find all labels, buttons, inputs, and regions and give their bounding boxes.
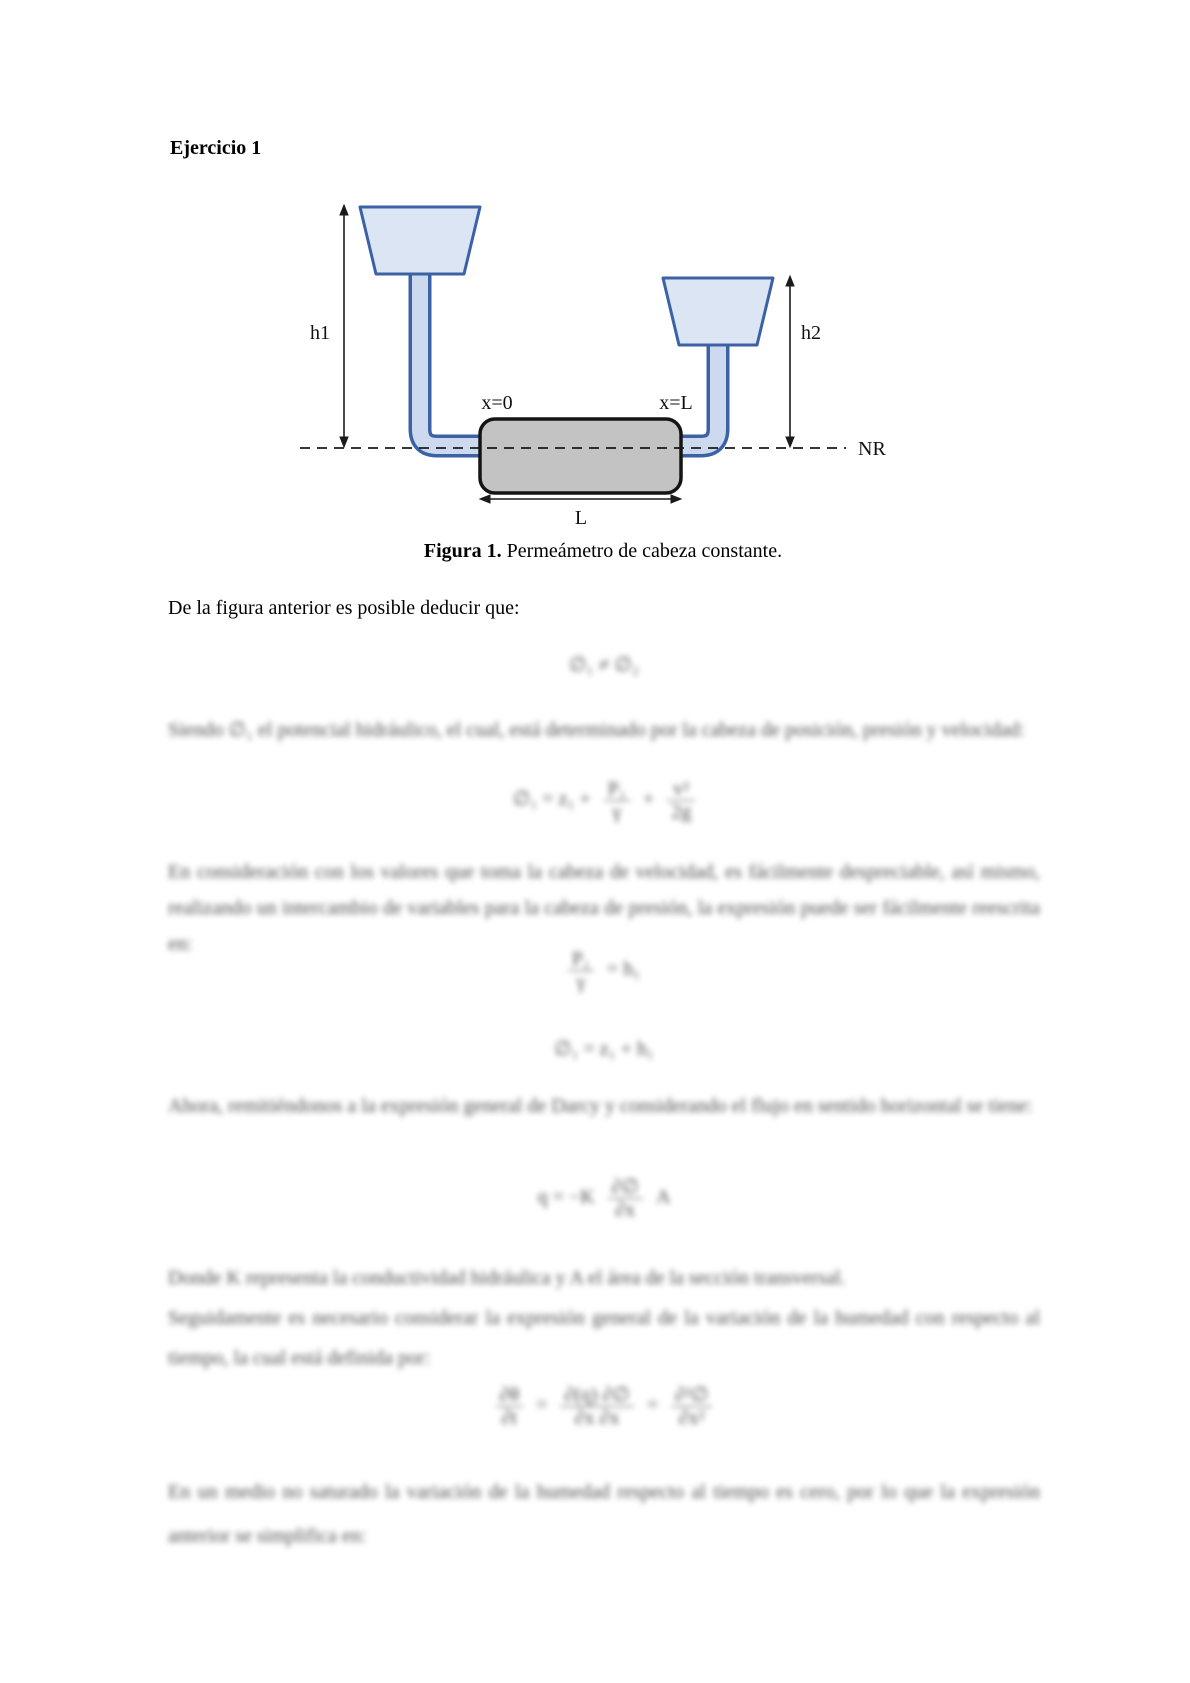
paragraph-conductivity [168,1258,1040,1378]
equation-pressure-head-rhs: = h₁ [606,958,641,981]
permeameter-figure [290,195,890,530]
label-xL: x=L [659,392,693,414]
figure-caption [168,540,1038,563]
equation-potentials: ∅₁ ≠ ∅₂ [569,654,639,676]
equation-bernoulli-lhs: ∅₁ = z₁ + [512,788,591,811]
h1-dimension-arrow [340,205,348,447]
tube-left [420,270,486,446]
equation-darcy-lhs: q = −K [537,1186,595,1209]
reservoir-right [663,278,773,345]
equation-continuity [168,1384,1040,1430]
equation-bernoulli [168,778,1040,824]
label-h1: h1 [310,322,330,344]
page-title: Ejercicio 1 [170,137,262,159]
figure-caption-text: Permeámetro de cabeza constante. [501,540,783,562]
soil-sample [480,419,681,493]
equation-bernoulli-plus: + [642,788,655,811]
fraction-theta-t: $\frac{\partial\theta}{\partial t}$ [496,1384,523,1430]
label-h2: h2 [801,322,821,344]
paragraph-darcy: Ahora, remitiéndonos a la expresión general de Darcy y considerando el flujo en sentido horizontal se tiene: [168,1095,1033,1117]
equation-continuity-eq1: = [536,1394,548,1417]
paragraph-moisture: Seguidamente es necesario considerar la expresión general de la variación de la humedad con respecto al tiempo, la cual está definida por: [168,1307,1040,1369]
equation-pressure-head [168,948,1040,994]
fraction-pressure: $\frac{\text{P₁}}{\gamma}$ [604,778,630,824]
equation-head: ∅₁ = z₁ + h₁ [554,1038,654,1060]
label-nr: NR [858,438,886,460]
fraction-velocity: $\frac{\text{v²}}{2g}$ [667,778,695,824]
reservoir-left [360,207,480,274]
paragraph-velocity: En consideración con los valores que toma la cabeza de velocidad, es fácilmente despreciable, así mismo, realizando un intercambio de variables para la cabeza de presión, la expresión puede ser fácilmente reescrita en: [168,861,1040,955]
paragraph-potential: Siendo ∅₁ el potencial hidráulico, el cual, está determinado por la cabeza de posición, presión y velocidad: [168,719,1025,741]
fraction-flux: $\frac{\partial(q) \partial\emptyset}{\partial x \partial x}$ [560,1384,634,1430]
figure-caption-label: Figura 1. [423,540,502,562]
equation-continuity-eq2: = [646,1394,659,1417]
paragraph-conductivity-line1: Donde K representa la conductividad hidráulica y A el área de la sección transversal. [168,1267,846,1289]
fraction-pressure-head: $\frac{\text{P₁}}{\gamma}$ [568,948,594,994]
length-dimension-arrow [480,495,681,503]
label-x0: x=0 [481,392,513,414]
h2-dimension-arrow [786,276,794,447]
fraction-gradient: $\frac{\partial\emptyset}{\partial x}$ [608,1176,643,1222]
equation-darcy [168,1176,1040,1222]
fraction-second-derivative: $\frac{\text{∂²∅}}{\text{∂x²}}$ [671,1384,712,1430]
intro-sentence: De la figura anterior es posible deducir que: [168,597,520,619]
paragraph-steady-state: En un medio no saturado la variación de la humedad respecto al tiempo es cero, por lo que la expresión anterior se simplifica en: [168,1481,1040,1547]
label-length: L [574,507,588,529]
equation-darcy-area: A [655,1186,671,1209]
